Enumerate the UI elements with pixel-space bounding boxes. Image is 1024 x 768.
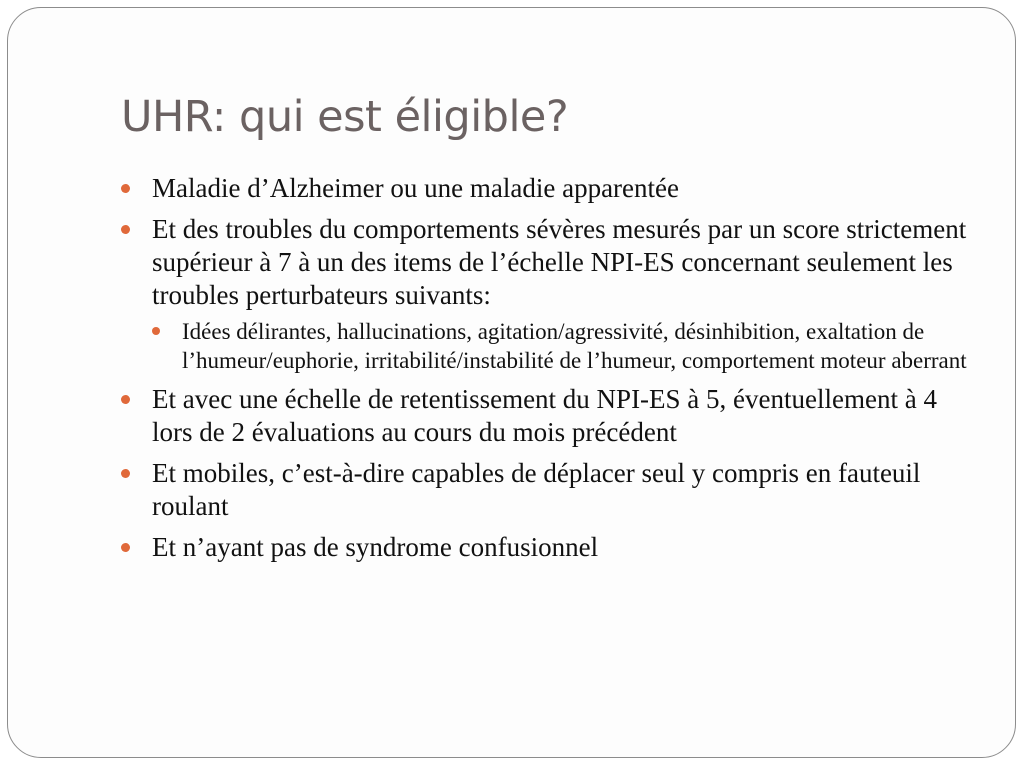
bullet-text: Et avec une échelle de retentissement du NPI-ES à 5, éventuellement à 4 lors de 2 évaluations au cours du mois précédent (152, 384, 937, 447)
bullet-icon (121, 469, 130, 478)
sub-bullet-item-symptoms (152, 317, 981, 375)
bullet-item-mobility (121, 457, 981, 523)
bullet-item-npi-scale (121, 383, 981, 449)
bullet-list (121, 172, 981, 564)
sub-bullet-list (152, 317, 981, 375)
bullet-icon (121, 184, 130, 193)
bullet-text: Et mobiles, c’est-à-dire capables de déplacer seul y compris en fauteuil roulant (152, 458, 921, 521)
bullet-icon (121, 395, 130, 404)
slide-frame (7, 7, 1016, 758)
bullet-text: Maladie d’Alzheimer ou une maladie apparentée (152, 173, 680, 203)
bullet-item-behavior-troubles (121, 213, 981, 375)
bullet-item-no-confusion (121, 531, 981, 564)
sub-bullet-text: Idées délirantes, hallucinations, agitation/agressivité, désinhibition, exaltation de l’humeur/euphorie, irritabilité/instabilité de l’humeur, comportement moteur aberrant (182, 319, 967, 373)
slide-body (121, 172, 981, 572)
slide-title: UHR: qui est éligible? (121, 92, 569, 142)
bullet-text: Et des troubles du comportements sévères mesurés par un score strictement supérieur à 7 à un des items de l’échelle NPI-ES concernant seulement les troubles perturbateurs suivants: (152, 214, 967, 310)
bullet-icon (121, 225, 130, 234)
bullet-item-diagnosis (121, 172, 981, 205)
bullet-icon (121, 543, 130, 552)
sub-bullet-icon (152, 327, 160, 335)
bullet-text: Et n’ayant pas de syndrome confusionnel (152, 532, 599, 562)
